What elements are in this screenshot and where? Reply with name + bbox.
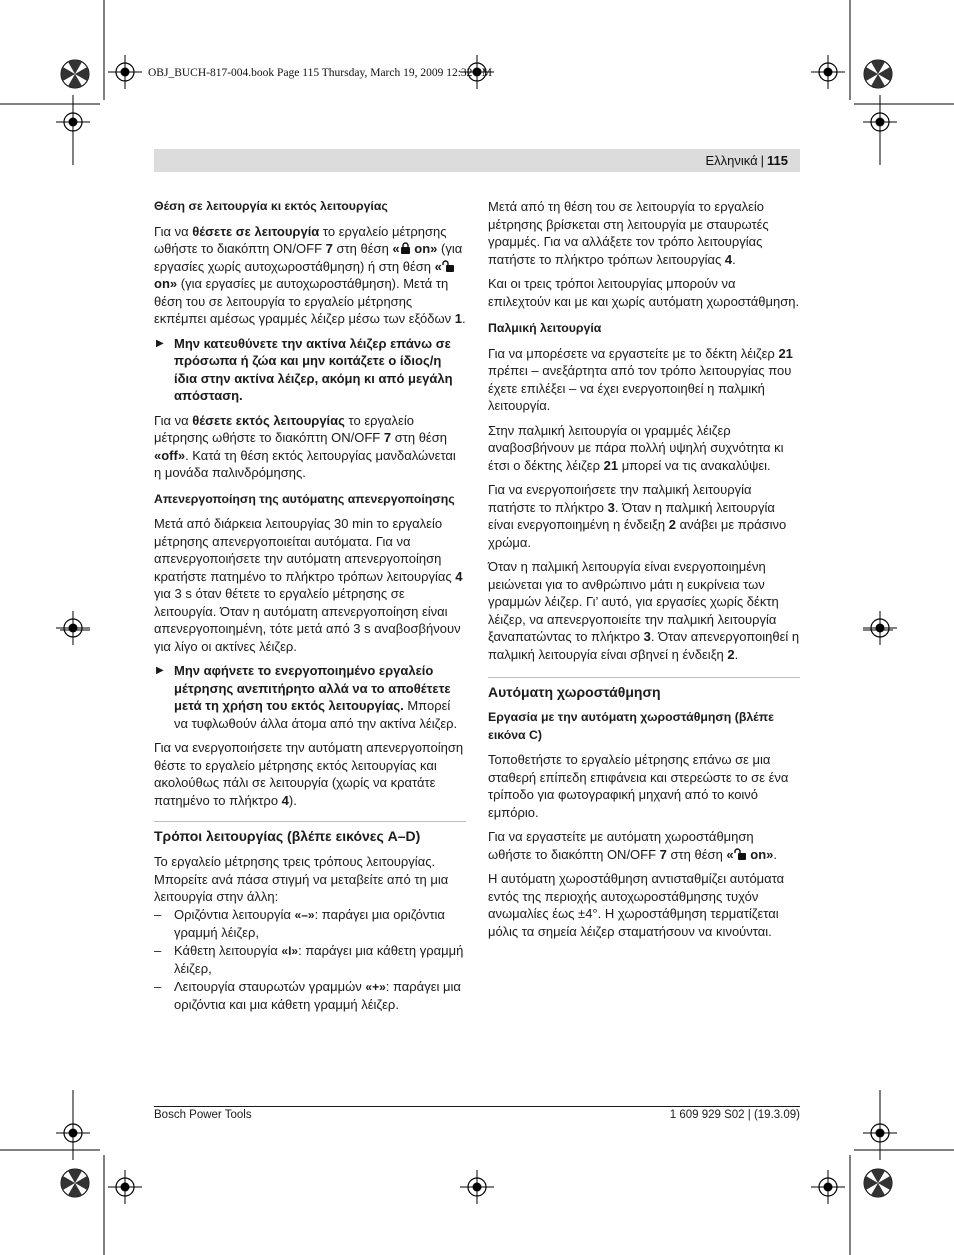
header-language: Ελληνικά: [705, 153, 758, 168]
warning-laser-eyes: ▶ Μην κατευθύνετε την ακτίνα λέιζερ επάνω σε πρόσωπα ή ζώα και μην κοιτάζετε ο ίδιος/η ίδια στην ακτίνα λέιζερ, ακόμη κι από μεγάλη απόσταση.: [156, 335, 453, 403]
left-paragraph-switch-on: Για να θέσετε σε λειτουργία το εργαλείο μέτρησης ωθήστε το διακόπτη ON/OFF 7 στη θέση « on» (για εργασίες χωρίς αυτοχωροστάθμηση) ή στη θέση « on» (για εργασίες με αυτοχωροστάθμηση). Μετά τη θέση του σε λειτουργία το εργαλείο μέτρησης εκπέμπει αμέσως γραμμές λέιζερ μέσω των εξόδων 1.: [154, 223, 466, 326]
footer-rule: [154, 1106, 800, 1107]
right-paragraph-pulse-2: Στην παλμική λειτουργία οι γραμμές λέιζερ αναβοσβήνουν με πάρα πολλή υψηλή συχνότητα κι έτσι ο δέκτης λέιζερ 21 μπορεί να τις ανακαλύψει.: [488, 422, 784, 473]
left-heading-on-off: Θέση σε λειτουργία κι εκτός λειτουργίας: [154, 199, 388, 213]
right-paragraph-tripod: Τοποθετήστε το εργαλείο μέτρησης επάνω σε μια σταθερή επίπεδη επιφάνεια και στερεώστε το σε ένα τρίποδο για φωτογραφική μηχανή από το κοινό εμπόριο.: [488, 752, 789, 820]
right-paragraph-cross-mode: Μετά από τη θέση του σε λειτουργία το εργαλείο μέτρησης βρίσκεται στη λειτουργία με σταυρωτές γραμμές. Για να αλλάξετε τον τρόπο λειτουργίας πατήστε το πλήκτρο τρόπων λειτουργίας 4.: [488, 199, 769, 267]
header-text: [705, 153, 788, 168]
footer-brand: Bosch Power Tools: [154, 1109, 252, 1121]
lock-icon: [400, 242, 411, 254]
footer-doc-number: 1 609 929 S02 | (19.3.09): [669, 1109, 800, 1121]
modes-list: [154, 906, 466, 1014]
section-divider: [154, 821, 466, 822]
left-paragraph-auto-off: Μετά από διάρκεια λειτουργίας 30 min το εργαλείο μέτρησης απενεργοποιείται αυτόματα. Για να απενεργοποιήσετε την αυτόματη απενεργοποίηση κρατήστε πατημένο το πλήκτρο τρόπων λειτουργίας 4 για 3 s όταν θέτετε το εργαλείο μέτρησης σε λειτουργία. Όταν η αυτόματη απενεργοποίηση είναι απενεργοποιημένη, τότε μετά από 3 s αναβοσβήνουν για λίγο οι ακτίνες λέιζερ.: [154, 516, 463, 654]
section-divider: [488, 677, 800, 678]
print-info-line: OBJ_BUCH-817-004.book Page 115 Thursday, March 19, 2009 12:32 PM: [148, 67, 492, 79]
left-column: [154, 198, 466, 1014]
list-item: – Λειτουργία σταυρωτών γραμμών «+»: παράγει μια οριζόντια και μια κάθετη γραμμή λέιζερ.: [154, 978, 461, 1012]
left-paragraph-modes: Το εργαλείο μέτρησης τρεις τρόπους λειτουργίας. Μπορείτε ανά πάσα στιγμή να μεταβείτε από τη μια λειτουργία στην άλλη:: [154, 854, 449, 904]
right-paragraph-compensation: Η αυτόματη χωροστάθμηση αντισταθμίζει αυτόματα εντός της περιοχής αυτοχωροστάθμησης τυχόν ανωμαλίες έως ±4°. Η χωροστάθμηση τερματίζεται μόλις τα σημεία λέιζερ σταματήσουν να κινούνται.: [488, 871, 785, 939]
right-heading-pulse: Παλμική λειτουργία: [488, 321, 602, 335]
right-column: [488, 198, 800, 947]
left-heading-auto-off: Απενεργοποίηση της αυτόματης απενεργοποίησης: [154, 491, 455, 506]
right-paragraph-pulse-4: Όταν η παλμική λειτουργία είναι ενεργοποιημένη μειώνεται για το ανθρώπινο μάτι η ευκρίνεια των γραμμών λέιζερ. Γι’ αυτό, για εργασίες χωρίς δέκτη λέιζερ, να απενεργοποιείτε την παλμική λειτουργία ξαναπατώντας το πλήκτρο 3. Όταν απενεργοποιηθεί η παλμική λειτουργία είναι σβηνεί η ένδειξη 2.: [488, 559, 800, 662]
section-heading-modes: Τρόποι λειτουργίας (βλέπε εικόνες A–D): [154, 828, 421, 844]
left-paragraph-reactivate: Για να ενεργοποιήσετε την αυτόματη απενεργοποίηση θέστε το εργαλείο μέτρησης εκτός λειτουργίας και ακολούθως πάλι σε λειτουργία (χωρίς να κρατάτε πατημένο το πλήκτρο 4).: [154, 740, 464, 808]
page-header: [154, 149, 800, 172]
left-paragraph-switch-off: Για να θέσετε εκτός λειτουργίας το εργαλείο μέτρησης ωθήστε το διακόπτη ON/OFF 7 στη θέση «off». Κατά τη θέση εκτός λειτουργίας μανδαλώνεται η μονάδα παλινδρόμησης.: [154, 412, 456, 480]
unlock-icon: [442, 260, 455, 272]
list-item: – Οριζόντια λειτουργία «–»: παράγει μια οριζόντια γραμμή λέιζερ,: [154, 906, 445, 940]
right-paragraph-pulse-3: Για να ενεργοποιήσετε την παλμική λειτουργία πατήστε το πλήκτρο 3. Όταν η παλμική λειτουργία είναι ενεργοποιημένη η ένδειξη 2 ανάβει με πράσινο χρώμα.: [488, 482, 787, 550]
triangle-right-icon: ▶: [156, 337, 164, 349]
right-paragraph-pulse-1: Για να μπορέσετε να εργαστείτε με το δέκτη λέιζερ 21 πρέπει – ανεξάρτητα από τον τρόπο λειτουργίας που έχετε επιλέξει – να έχει ενεργοποιηθεί η παλμική λειτουργία.: [488, 345, 793, 413]
triangle-right-icon: ▶: [156, 665, 164, 676]
page-number: 115: [767, 153, 788, 168]
warning-unattended: ▶ Μην αφήνετε το ενεργοποιημένο εργαλείο μέτρησης ανεπιτήρητο αλλά να το αποθέτετε μετά τη χρήση του εκτός λειτουργίας. Μπορεί να τυφλωθούν άλλα άτομα από την ακτίνα λέιζερ.: [156, 663, 458, 731]
section-heading-auto-level: Αυτόματη χωροστάθμηση: [488, 684, 661, 700]
list-item: – Κάθετη λειτουργία «I»: παράγει μια κάθετη γραμμή λέιζερ,: [154, 942, 464, 976]
right-heading-auto-level-work: Εργασία με την αυτόματη χωροστάθμηση (βλέπε εικόνα C): [488, 710, 774, 742]
right-paragraph-switch: Για να εργαστείτε με αυτόματη χωροστάθμηση ωθήστε το διακόπτη ON/OFF 7 στη θέση « on».: [488, 829, 778, 862]
right-paragraph-three-modes: Και οι τρεις τρόποι λειτουργίας μπορούν να επιλεχτούν και με και χωρίς αυτόματη χωροστάθμηση.: [488, 276, 800, 309]
header-separator: |: [760, 153, 765, 168]
unlock-icon: [734, 848, 747, 860]
